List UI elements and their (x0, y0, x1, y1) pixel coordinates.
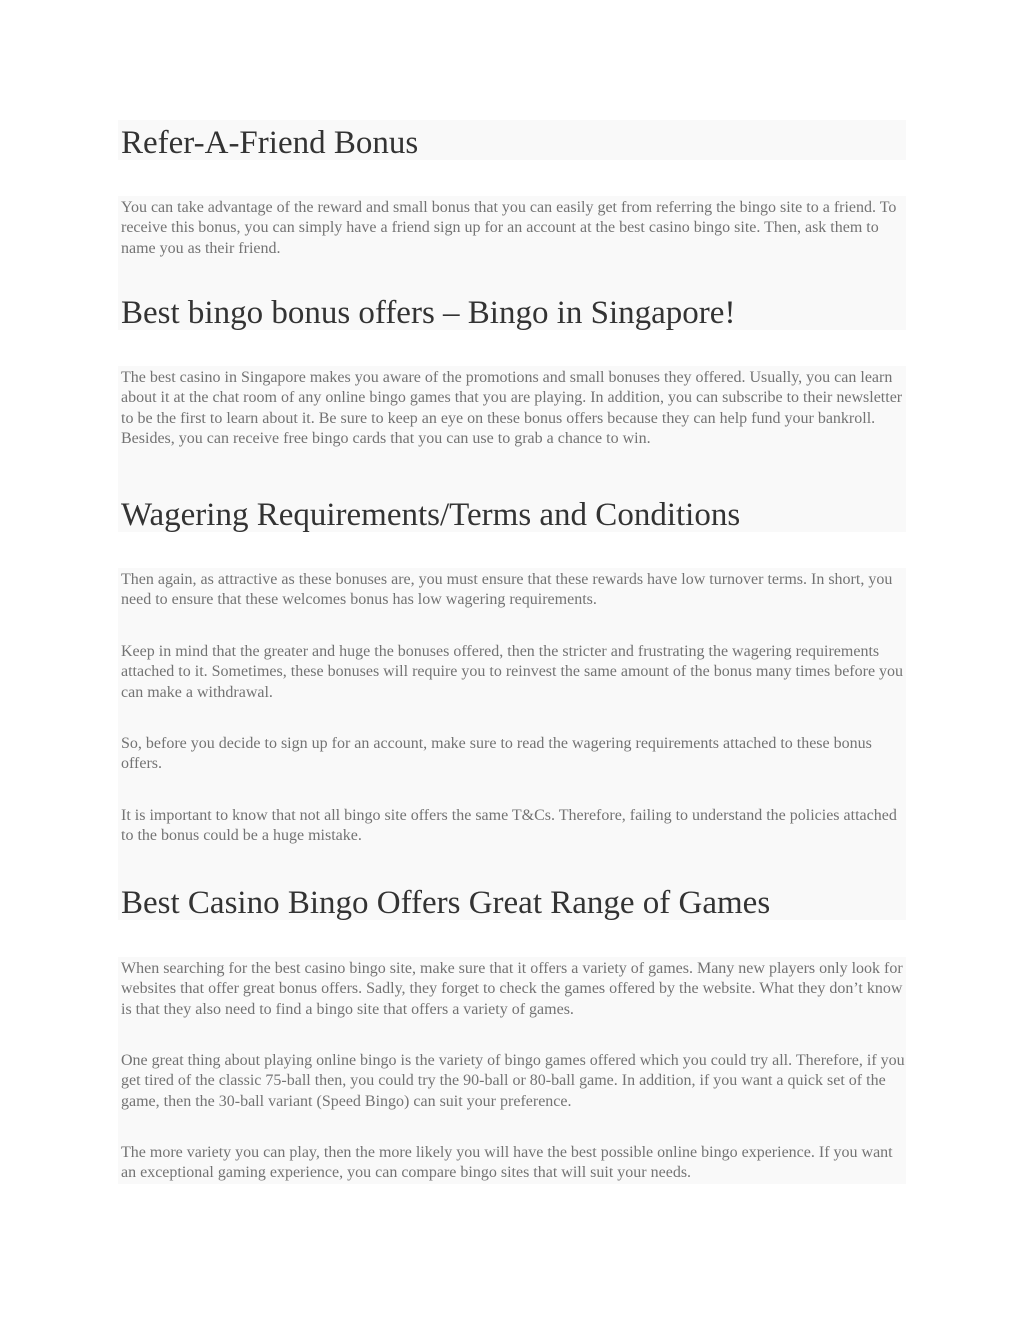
section-paragraph: The best casino in Singapore makes you aware of the promotions and small bonuses they offered. Usually, you can learn about it at the chat room of any online bingo games that you are playing. In addition, you can subscribe to their newsletter to be the first to learn about it. Be sure to keep an eye on these bonus offers because they can help fund your bankroll. Besides, you can receive free bingo cards that you can use to grab a chance to win. (121, 369, 903, 447)
section-heading: Refer-A-Friend Bonus (121, 125, 419, 161)
section-paragraph: So, before you decide to sign up for an account, make sure to read the wagering requirements attached to these bonus offers. (121, 735, 872, 773)
section-paragraph: When searching for the best casino bingo site, make sure that it offers a variety of games. Many new players only look for websites that offer great bonus offers. Sadly, they forget to check the games offered by the website. What they don’t know is that they also need to find a bingo site that offers a variety of games. (121, 960, 903, 1018)
section-paragraph: You can take advantage of the reward and small bonus that you can easily get from referring the bingo site to a friend. To receive this bonus, you can simply have a friend sign up for an account at the best casino bingo site. Then, ask them to name you as their friend. (121, 199, 897, 257)
section-refer-a-friend-heading-block (118, 120, 906, 160)
section-range-of-games-heading-block (118, 881, 906, 921)
section-paragraph: Keep in mind that the greater and huge the bonuses offered, then the stricter and frustrating the wagering requirements attached to it. Sometimes, these bonuses will require you to reinvest the same amount of the bonus many times before you can make a withdrawal. (121, 643, 904, 701)
section-heading: Wagering Requirements/Terms and Conditions (121, 497, 741, 533)
section-heading: Best bingo bonus offers – Bingo in Singapore! (121, 295, 736, 331)
section-paragraph: It is important to know that not all bingo site offers the same T&Cs. Therefore, failing to understand the policies attached to the bonus could be a huge mistake. (121, 807, 897, 845)
section-paragraph: Then again, as attractive as these bonuses are, you must ensure that these rewards have low turnover terms. In short, you need to ensure that these welcomes bonus has low wagering requirements. (121, 571, 893, 609)
section-paragraph: One great thing about playing online bingo is the variety of bingo games offered which you could try all. Therefore, if you get tired of the classic 75-ball then, you could try the 90-ball or 80-ball game. In addition, if you want a quick set of the game, then the 30-ball variant (Speed Bingo) can suit your preference. (121, 1052, 905, 1110)
section-bingo-bonus-heading-block (118, 290, 906, 330)
section-paragraph: The more variety you can play, then the more likely you will have the best possible online bingo experience. If you want an exceptional gaming experience, you can compare bingo sites that will suit your needs. (121, 1144, 893, 1182)
section-heading: Best Casino Bingo Offers Great Range of Games (121, 885, 771, 921)
section-wagering-heading-block (118, 493, 906, 533)
